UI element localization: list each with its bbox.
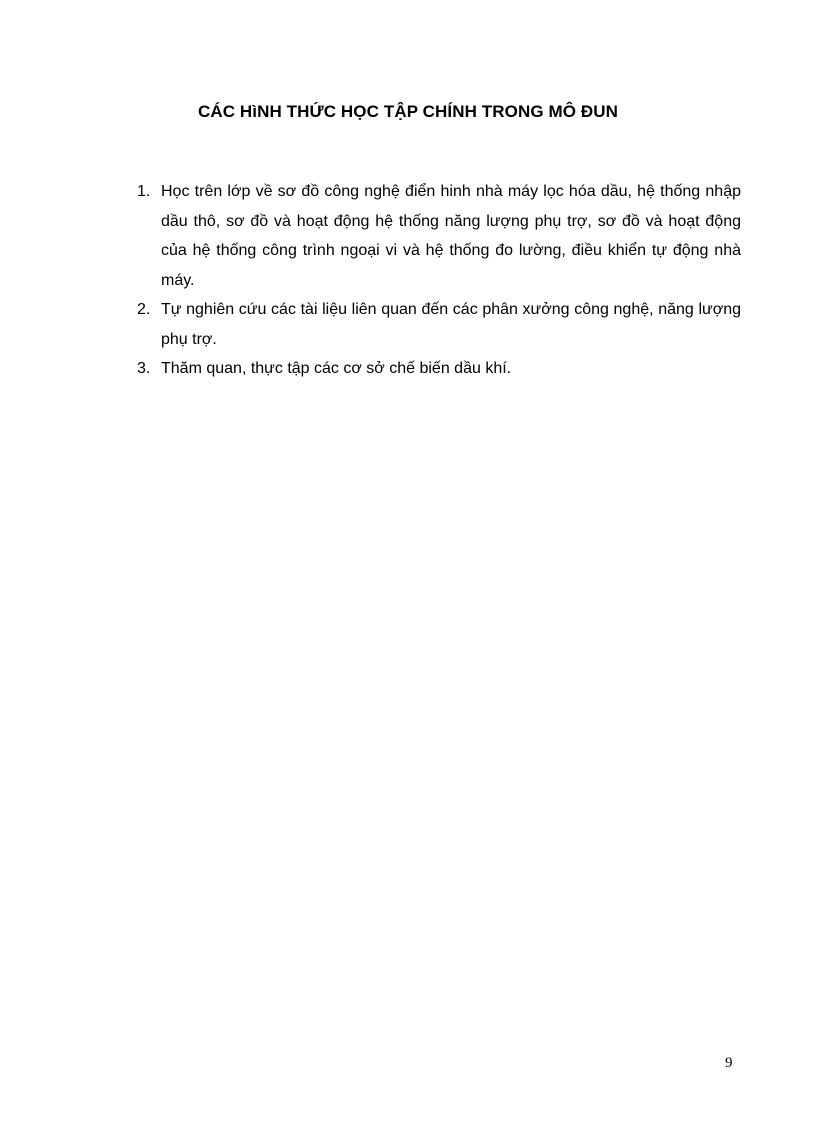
list-item-text: Tự nghiên cứu các tài liệu liên quan đến các phân xưởng công nghệ, năng lượng phụ trợ.: [161, 301, 741, 348]
list-item-number: 2.: [137, 301, 151, 318]
page-title: CÁC HìNH THỨC HỌC TẬP CHÍNH TRONG MÔ ĐUN: [197, 102, 619, 121]
list-item: [137, 295, 741, 354]
list-item-text: Thăm quan, thực tập các cơ sở chế biến dầu khí.: [161, 360, 512, 377]
page-number: 9: [725, 1055, 733, 1071]
list-item-number: 3.: [137, 360, 151, 377]
list-item: [137, 177, 741, 295]
list-item: [137, 354, 741, 384]
list-item-text: Học trên lớp về sơ đồ công nghệ điển hinh nhà máy lọc hóa dầu, hệ thống nhập dầu thô, sơ đồ và hoạt động hệ thống năng lượng phụ trợ, sơ đồ và hoạt động của hệ thống công trình ngoại vi và hệ thống đo lường, điều khiển tự động nhà máy.: [161, 183, 741, 289]
study-forms-list: [137, 177, 741, 384]
list-item-number: 1.: [137, 183, 151, 200]
